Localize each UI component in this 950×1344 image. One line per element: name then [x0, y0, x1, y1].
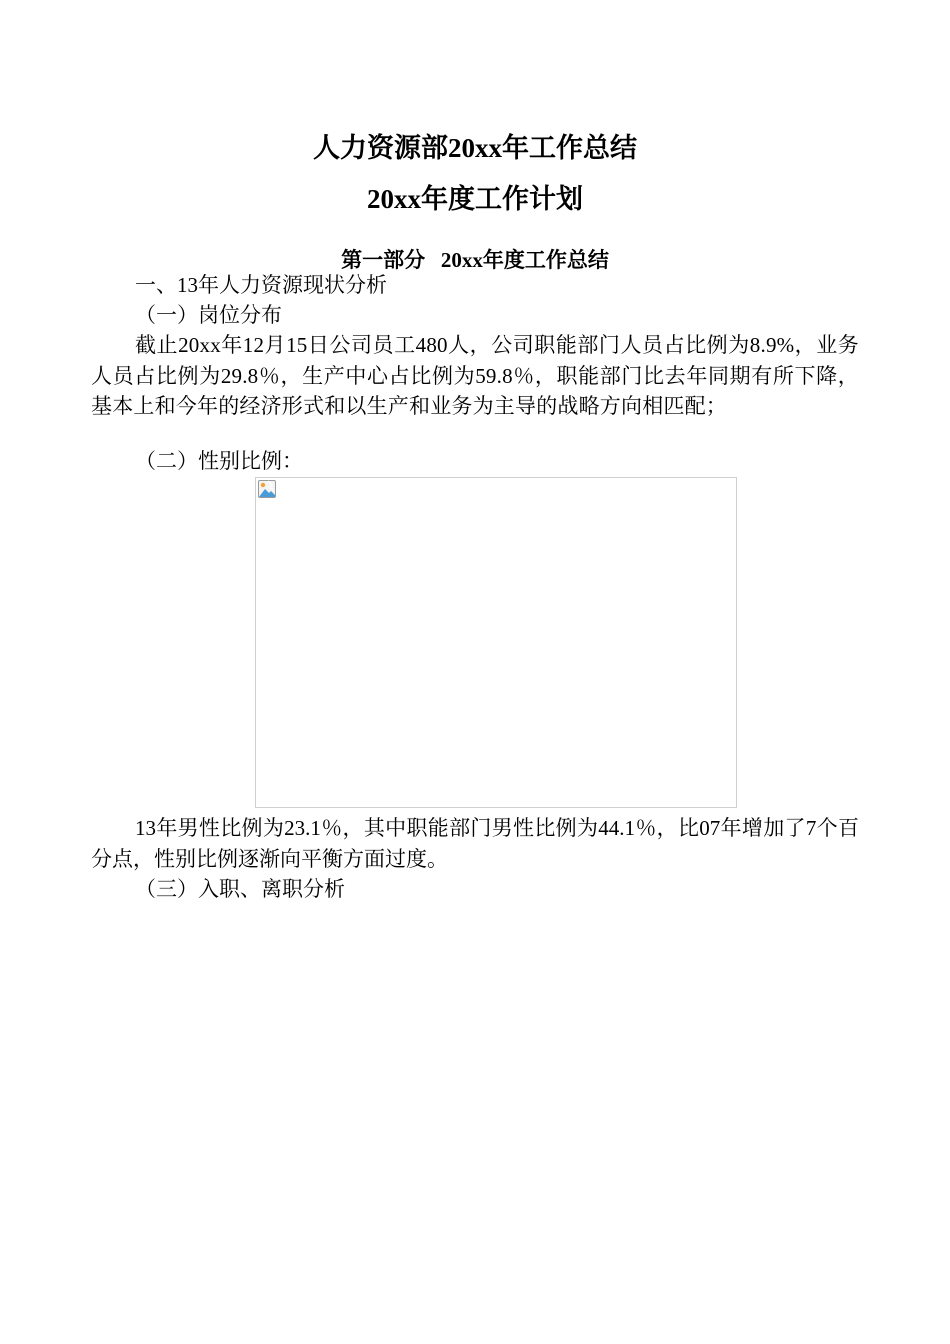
subsection-heading-turnover: （三）入职、离职分析: [135, 877, 345, 901]
paragraph-position-distribution: 截止20xx年12月15日公司员工480人，公司职能部门人员占比例为8.9%，业务人员占比例为29.8％，生产中心占比例为59.8％，职能部门比去年同期有所下降，基本上和今年的经济形式和以生产和业务为主导的战略方向相匹配；: [91, 333, 859, 418]
image-placeholder: [255, 477, 737, 808]
broken-image-icon: [258, 480, 276, 498]
subsection-heading-gender: （二）性别比例：: [135, 449, 303, 473]
paragraph-gender-ratio: 13年男性比例为23.1％，其中职能部门男性比例为44.1％，比07年增加了7个百分点，性别比例逐渐向平衡方面过度。: [91, 816, 859, 871]
part-heading: 第一部分 20xx年度工作总结: [341, 248, 609, 272]
document-title: 人力资源部20xx年工作总结: [313, 133, 637, 163]
section-heading: 一、13年人力资源现状分析: [135, 273, 387, 297]
document-subtitle: 20xx年度工作计划: [367, 184, 583, 214]
subsection-heading-positions: （一）岗位分布: [135, 303, 282, 327]
